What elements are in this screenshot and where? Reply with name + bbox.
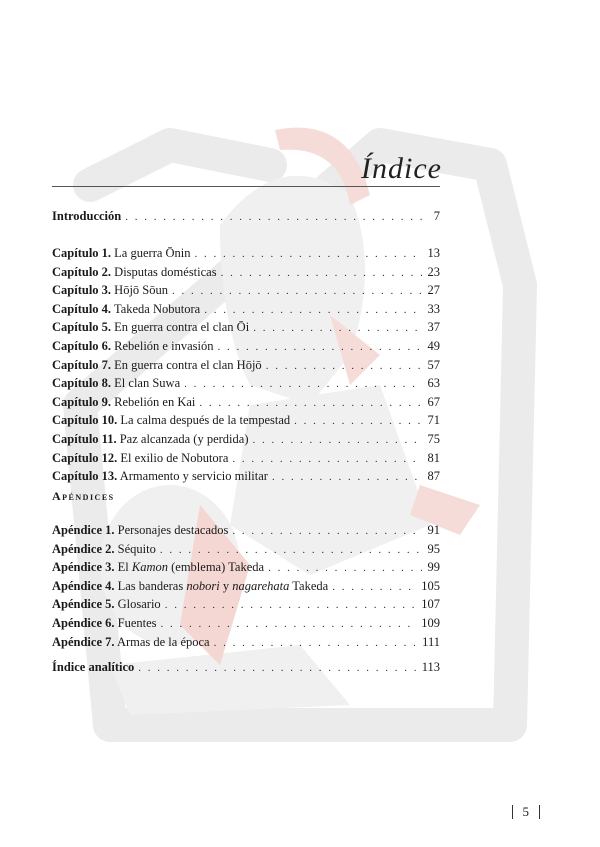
page-folio-number: 5 [522,804,529,819]
chapter-number: Capítulo 4. [52,301,112,316]
chapter-title: Takeda Nobutora [113,301,201,316]
page-number: 67 [427,394,440,409]
page-number: 105 [421,578,440,593]
leader-dots [214,635,419,653]
toc-entry[interactable] [52,282,440,301]
leader-dots [125,209,422,227]
page-title: Índice [361,152,442,185]
entry-label: Introducción [52,209,122,223]
leader-dots [266,358,422,376]
toc-appendices [52,522,440,652]
page-number: 99 [427,560,440,575]
appendix-title-rest: y [219,578,233,593]
chapter-title: Paz alcanzada (y perdida) [119,431,249,446]
appendix-number: Apéndice 6. [52,615,115,630]
chapter-title: El clan Suwa [114,376,181,391]
toc-entry[interactable] [52,394,440,413]
toc-intro [52,208,440,227]
appendix-number: Apéndice 1. [52,523,115,537]
toc-chapters [52,245,440,487]
page-number: 49 [427,338,440,353]
leader-dots [332,579,417,597]
page-number: 71 [427,413,440,428]
toc-entry[interactable] [52,578,440,597]
toc-entry[interactable] [52,659,440,678]
appendix-title-italic: Kamon [131,560,168,575]
chapter-number: Capítulo 5. [52,320,112,335]
chapter-title: La calma después de la tempestad [120,413,291,428]
appendix-title: El [117,560,132,575]
leader-dots [253,320,422,338]
toc-entry[interactable] [52,431,440,450]
leader-dots [232,451,422,469]
page-number: 13 [427,246,440,260]
chapter-number: Capítulo 12. [52,450,118,465]
page-number: 109 [421,615,440,630]
page-number: 111 [422,634,440,649]
toc-entry[interactable] [52,615,440,634]
toc-entry[interactable] [52,338,440,357]
appendix-title-rest: (emblema) Takeda [167,560,265,575]
leader-dots [272,469,422,487]
leader-dots [268,560,422,578]
leader-dots [160,542,422,560]
chapter-title: Hōjō Sōun [114,283,168,298]
page-number: 91 [427,523,440,537]
page-number: 75 [427,431,440,446]
leader-dots [294,413,422,431]
page-number: 95 [427,541,440,556]
page-number: 87 [427,469,440,484]
toc-entry[interactable] [52,522,440,541]
chapter-number: Capítulo 13. [52,469,118,484]
toc-entry[interactable] [52,450,440,469]
toc-entry[interactable] [52,634,440,653]
leader-dots [199,395,422,413]
appendix-title: Personajes destacados [117,523,229,537]
toc-entry[interactable] [52,596,440,615]
toc-entry[interactable] [52,412,440,431]
appendix-number: Apéndice 3. [52,560,115,575]
chapter-number: Capítulo 9. [52,394,112,409]
chapter-title: El exilio de Nobutora [120,450,229,465]
appendix-title: Armas de la época [116,634,210,649]
leader-dots [204,302,422,320]
appendix-number: Apéndice 2. [52,541,115,556]
toc-entry[interactable] [52,319,440,338]
leader-dots [221,265,422,283]
leader-dots [252,432,422,450]
page-number: 37 [427,320,440,335]
appendix-title: Fuentes [117,615,157,630]
leader-dots [138,660,417,678]
chapter-number: Capítulo 2. [52,264,112,279]
chapter-number: Capítulo 11. [52,431,117,446]
entry-label: Índice analítico [52,660,135,674]
appendix-title: Las banderas [117,578,187,593]
page-number: 107 [421,597,440,612]
chapter-title: En guerra contra el clan Ōi [114,320,250,335]
toc-entry[interactable] [52,541,440,560]
page-number: 63 [427,376,440,391]
toc-entry[interactable] [52,375,440,394]
appendices-heading: Apéndices [52,489,115,503]
chapter-number: Capítulo 1. [52,246,112,260]
title-rule [52,186,440,187]
leader-dots [165,597,418,615]
appendix-title: Glosario [117,597,161,612]
chapter-number: Capítulo 10. [52,413,118,428]
leader-dots [184,376,422,394]
chapter-title: Rebelión en Kai [114,394,196,409]
page-number: 27 [427,283,440,298]
leader-dots [172,283,422,301]
toc-entry[interactable] [52,559,440,578]
page-number: 81 [427,450,440,465]
page-number: 23 [427,264,440,279]
appendix-number: Apéndice 4. [52,578,115,593]
chapter-title: En guerra contra el clan Hōjō [114,357,262,372]
leader-dots [195,246,422,264]
appendix-title-italic: nagarehata [232,578,290,593]
appendix-number: Apéndice 7. [52,634,115,649]
leader-dots [161,616,418,634]
folio-bar-left [512,805,513,819]
chapter-title: Armamento y servicio militar [119,469,268,484]
chapter-number: Capítulo 3. [52,283,112,298]
appendix-title-rest: Takeda [289,578,329,593]
page-number: 33 [427,301,440,316]
appendix-title-italic: nobori [186,578,220,593]
toc-entry[interactable] [52,245,440,264]
chapter-number: Capítulo 7. [52,357,112,372]
toc-entry[interactable] [52,468,440,487]
chapter-title: Rebelión e invasión [114,338,214,353]
chapter-title: Disputas domésticas [114,264,217,279]
leader-dots [217,339,422,357]
page-folio [512,804,541,820]
appendix-number: Apéndice 5. [52,597,115,612]
folio-bar-right [539,805,540,819]
chapter-number: Capítulo 8. [52,376,112,391]
toc-entry[interactable] [52,208,440,227]
appendix-title: Séquito [117,541,156,556]
leader-dots [232,523,422,541]
page-number: 113 [421,660,440,674]
toc-entry[interactable] [52,357,440,376]
toc-entry[interactable] [52,301,440,320]
page-number: 57 [427,357,440,372]
toc-entry[interactable] [52,264,440,283]
chapter-number: Capítulo 6. [52,338,112,353]
toc-index [52,659,440,678]
page-number: 7 [433,209,440,223]
chapter-title: La guerra Ōnin [114,246,191,260]
